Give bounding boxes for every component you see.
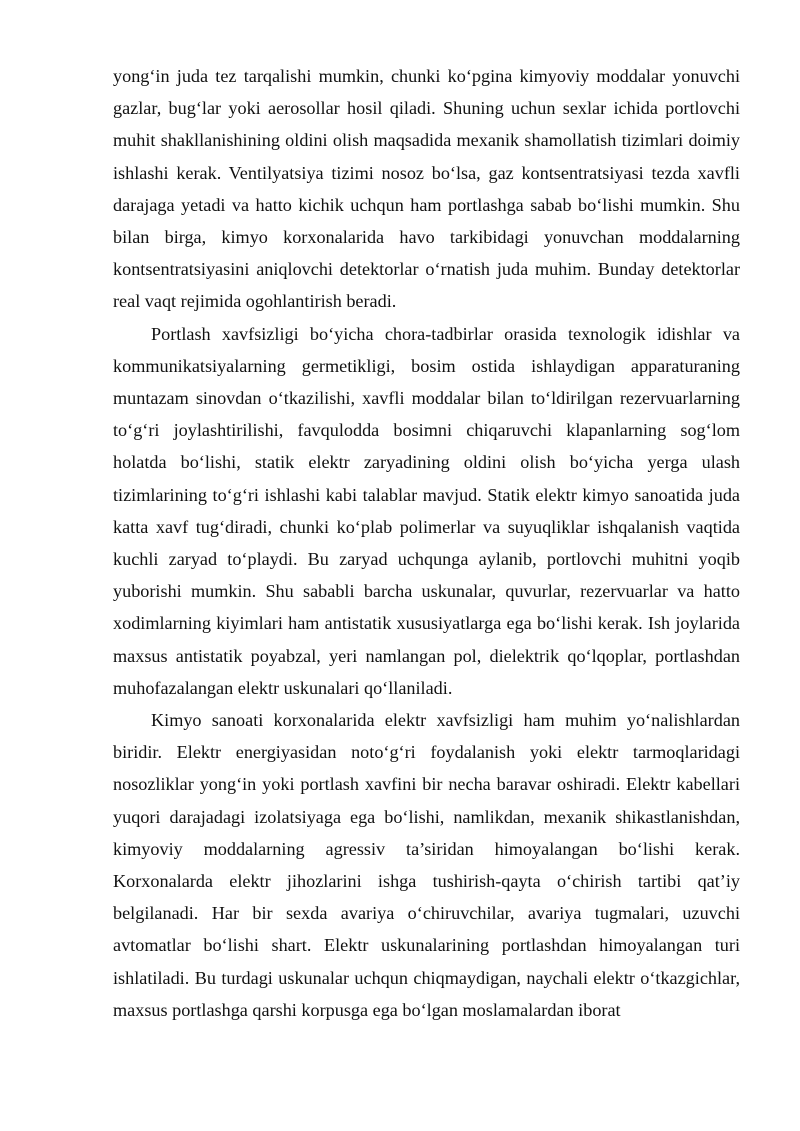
paragraph-3: Kimyo sanoati korxonalarida elektr xavfsizligi ham muhim yo‘nalishlardan biridir. Elektr energiyasidan noto‘g‘ri foydalanish yoki elektr tarmoqlaridagi nosozliklar yong‘in yoki portlash xavfini bir necha baravar oshiradi. Elektr kabellari yuqori darajadagi izolatsiyaga ega bo‘lishi, namlikdan, mexanik shikastlanishdan, kimyoviy moddalarning agressiv ta’siridan himoyalangan bo‘lishi kerak. Korxonalarda elektr jihozlarini ishga tushirish-qayta o‘chirish tartibi qat’iy belgilanadi. Har bir sexda avariya o‘chiruvchilar, avariya tugmalari, uzuvchi avtomatlar bo‘lishi shart. Elektr uskunalarining portlashdan himoyalangan turi ishlatiladi. Bu turdagi uskunalar uchqun chiqmaydigan, naychali elektr o‘tkazgichlar, maxsus portlashga qarshi korpusga ega bo‘lgan moslamalardan iborat xyxy=(113,710,740,1020)
paragraph-2: Portlash xavfsizligi bo‘yicha chora-tadbirlar orasida texnologik idishlar va kommunikatsiyalarning germetikligi, bosim ostida ishlaydigan apparaturaning muntazam sinovdan o‘tkazilishi, xavfli moddalar bilan to‘ldirilgan rezervuarlarning to‘g‘ri joylashtirilishi, favqulodda bosimni chiqaruvchi klapanlarning sog‘lom holatda bo‘lishi, statik elektr zaryadining oldini olish bo‘yicha yerga ulash tizimlarining to‘g‘ri ishlashi kabi talablar mavjud. Statik elektr kimyo sanoatida juda katta xavf tug‘diradi, chunki ko‘plab polimerlar va suyuqliklar ishqalanish vaqtida kuchli zaryad to‘playdi. Bu zaryad uchqunga aylanib, portlovchi muhitni yoqib yuborishi mumkin. Shu sababli barcha uskunalar, quvurlar, rezervuarlar va hatto xodimlarning kiyimlari ham antistatik xususiyatlarga ega bo‘lishi kerak. Ish joylarida maxsus antistatik poyabzal, yeri namlangan pol, dielektrik qo‘lqoplar, portlashdan muhofazalangan elektr uskunalari qo‘llaniladi. xyxy=(113,323,740,698)
document-page xyxy=(113,60,740,1026)
paragraph-1: yong‘in juda tez tarqalishi mumkin, chunki ko‘pgina kimyoviy moddalar yonuvchi gazlar, bug‘lar yoki aerosollar hosil qiladi. Shuning uchun sexlar ichida portlovchi muhit shakllanishining oldini olish maqsadida mexanik shamollatish tizimlari doimiy ishlashi kerak. Ventilyatsiya tizimi nosoz bo‘lsa, gaz kontsentratsiyasi tezda xavfli darajaga yetadi va hatto kichik uchqun ham portlashga sabab bo‘lishi mumkin. Shu bilan birga, kimyo korxonalarida havo tarkibidagi yonuvchan moddalarning kontsentratsiyasini aniqlovchi detektorlar o‘rnatish juda muhim. Bunday detektorlar real vaqt rejimida ogohlantirish beradi. xyxy=(113,66,740,312)
